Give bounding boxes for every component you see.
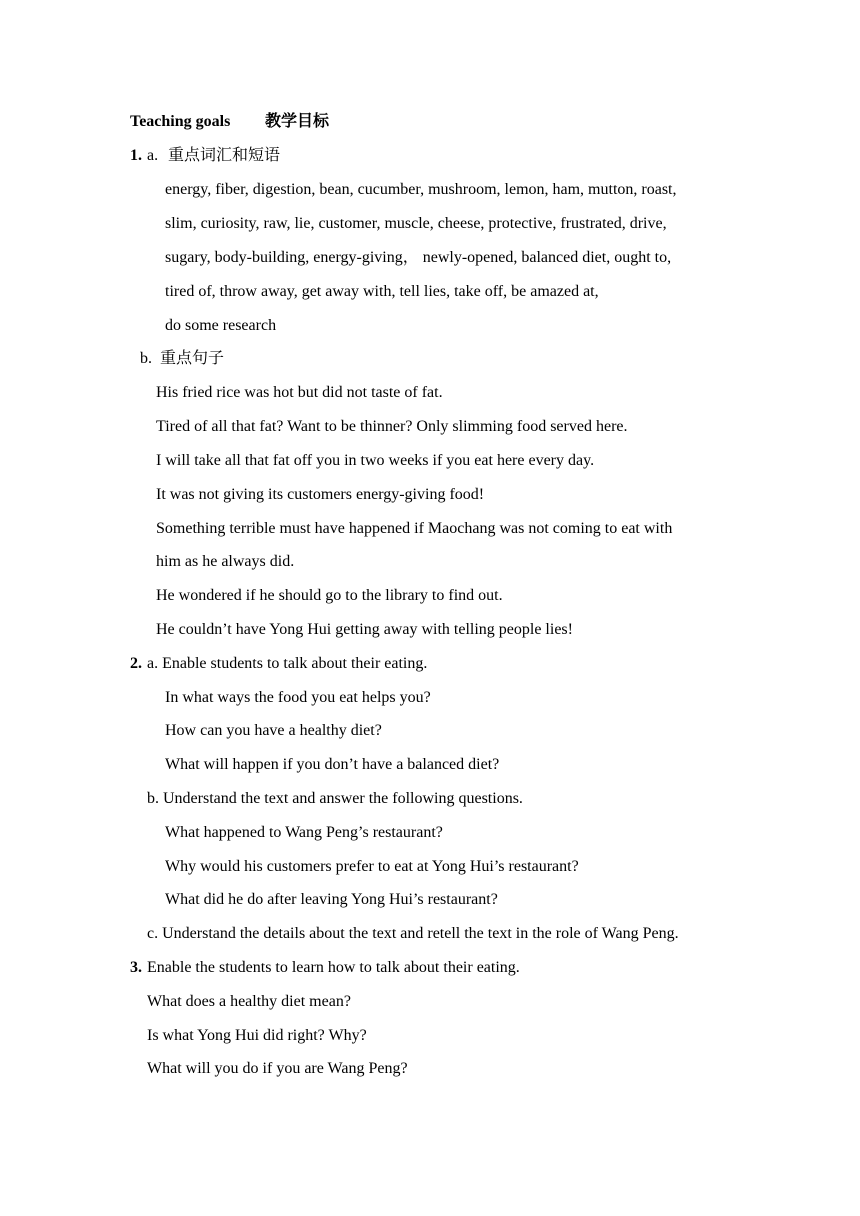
vocab-line: energy, fiber, digestion, bean, cucumber, mushroom, lemon, ham, mutton, roast,	[165, 181, 677, 198]
sentence-line: Tired of all that fat? Want to be thinner? Only slimming food served here.	[156, 418, 628, 435]
question-line: In what ways the food you eat helps you?	[165, 689, 431, 706]
goal2-c-text: c. Understand the details about the text and retell the text in the role of Wang Peng.	[147, 925, 679, 942]
question-line: What will happen if you don’t have a balanced diet?	[165, 756, 500, 773]
vocab-line: sugary, body-building, energy-giving， newly-opened, balanced diet, ought to,	[165, 249, 672, 266]
question-line: What does a healthy diet mean?	[147, 993, 351, 1010]
sentence-line: He couldn’t have Yong Hui getting away with telling people lies!	[156, 621, 573, 638]
goal2-b-text: b. Understand the text and answer the following questions.	[147, 790, 523, 807]
goal1-b-marker: b.	[140, 350, 152, 367]
sentence-line: It was not giving its customers energy-giving food!	[156, 486, 485, 503]
goal1-a-marker: a.	[147, 147, 159, 164]
goal1-number: 1.	[130, 147, 142, 164]
heading-en: Teaching goals	[130, 113, 231, 130]
sentence-line: I will take all that fat off you in two weeks if you eat here every day.	[156, 452, 595, 469]
question-line: How can you have a healthy diet?	[165, 722, 382, 739]
vocab-line: do some research	[165, 317, 277, 334]
heading-zh: 教学目标	[265, 113, 330, 130]
vocab-line: slim, curiosity, raw, lie, customer, muscle, cheese, protective, frustrated, drive,	[165, 215, 667, 232]
question-line: What will you do if you are Wang Peng?	[147, 1060, 408, 1077]
question-line: Why would his customers prefer to eat at Yong Hui’s restaurant?	[165, 858, 579, 875]
goal3-text: Enable the students to learn how to talk about their eating.	[147, 959, 520, 976]
sentence-line: Something terrible must have happened if Maochang was not coming to eat with	[156, 520, 673, 537]
goal1-a-title: 重点词汇和短语	[168, 147, 281, 164]
goal2-number: 2.	[130, 655, 142, 672]
sentence-line: He wondered if he should go to the library to find out.	[156, 587, 503, 604]
goal1-b-title: 重点句子	[160, 350, 225, 367]
question-line: What did he do after leaving Yong Hui’s restaurant?	[165, 891, 498, 908]
question-line: Is what Yong Hui did right? Why?	[147, 1027, 367, 1044]
sentence-line: His fried rice was hot but did not taste of fat.	[156, 384, 443, 401]
question-line: What happened to Wang Peng’s restaurant?	[165, 824, 443, 841]
sentence-line: him as he always did.	[156, 553, 295, 570]
goal3-number: 3.	[130, 959, 142, 976]
vocab-line: tired of, throw away, get away with, tell lies, take off, be amazed at,	[165, 283, 599, 300]
goal2-a-text: a. Enable students to talk about their eating.	[147, 655, 428, 672]
